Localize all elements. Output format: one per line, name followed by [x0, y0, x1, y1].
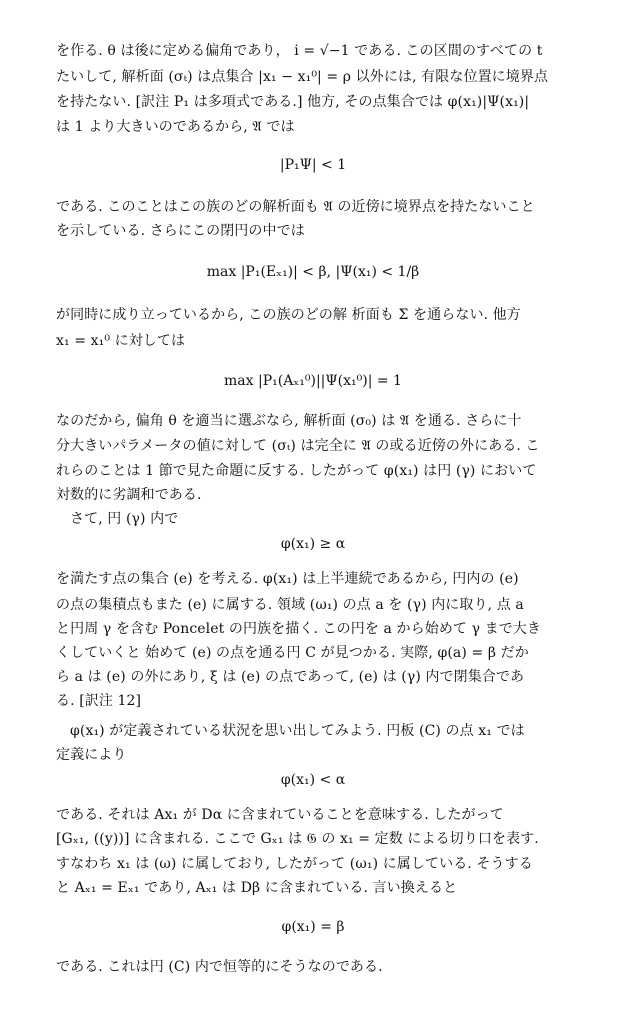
text-line: 対数的に劣調和である. — [56, 487, 202, 503]
text-line: を持たない. [訳注 P₁ は多項式である.] 他方, その点集合では φ(x₁)|Ψ(x₁)| — [56, 94, 530, 110]
text-line: である. それは Ax₁ が Dα に含まれていることを意味する. したがって — [56, 807, 504, 823]
display-equation: max |P₁(Eₓ₁)| < β, |Ψ(x₁) < 1/β — [206, 264, 420, 280]
text-line: の点の集積点もまた (e) に属する. 領域 (ω₁) の点 a を (γ) 内に取り, 点 a — [56, 597, 524, 613]
display-equation: |P₁Ψ| < 1 — [279, 157, 347, 173]
text-line: である. このことはこの族のどの解析面も 𝔄 の近傍に境界点を持たないこと — [56, 199, 535, 215]
text-line: さて, 円 (γ) 内で — [70, 511, 179, 527]
text-line: φ(x₁) が定義されている状況を思い出してみよう. 円板 (C) の点 x₁ では — [70, 723, 525, 739]
display-equation: φ(x₁) < α — [280, 772, 346, 788]
text-line: を作る. θ は後に定める偏角であり， i = √−1 である. この区間のすべての t — [56, 43, 543, 59]
text-line: と Aₓ₁ = Eₓ₁ であり, Aₓ₁ は Dβ に含まれている. 言い換えると — [56, 880, 458, 896]
text-line: すなわち x₁ は (ω) に属しており, したがって (ω₁) に属している. そうする — [56, 856, 533, 872]
text-line: なのだから, 偏角 θ を適当に選ぶなら, 解析面 (σ₀) は 𝔄 を通る. さらに十 — [56, 413, 522, 429]
text-line: くしていくと 始めて (e) の点を通る円 C が見つかる. 実際, φ(a) = β だか — [56, 645, 529, 661]
text-line: を示している. さらにこの閉円の中では — [56, 223, 305, 239]
display-equation: φ(x₁) = β — [281, 919, 345, 935]
text-line: x₁ = x₁⁰ に対しては — [56, 333, 186, 349]
text-line: を満たす点の集合 (e) を考える. φ(x₁) は上半連続であるから, 円内の (e) — [56, 571, 519, 587]
text-line: 定義により — [56, 747, 127, 763]
text-line: れらのことは 1 節で見た命題に反する. したがって φ(x₁) は円 (γ) において — [56, 463, 537, 479]
display-equation: max |P₁(Aₓ₁⁰)||Ψ(x₁⁰)| = 1 — [224, 373, 402, 389]
text-line: [Gₓ₁, ((y))] に含まれる. ここで Gₓ₁ は 𝔊 の x₁ = 定数 による切り口を表す. — [56, 831, 539, 847]
display-equation: φ(x₁) ≥ α — [280, 536, 346, 552]
text-line: 分大きいパラメータの値に対して (σₜ) は完全に 𝔄 の或る近傍の外にある. こ — [56, 438, 540, 454]
text-line: が同時に成り立っているから, この族のどの解 析面も Σ を通らない. 他方 — [56, 307, 521, 323]
text-line: は 1 より大きいのであるから, 𝔄 では — [56, 119, 295, 135]
text-line: と円周 γ を含む Poncelet の円族を描く. この円を a から始めて γ まで大き — [56, 621, 541, 637]
text-line: である. これは円 (C) 内で恒等的にそうなのである. — [56, 959, 383, 975]
text-line: たいして, 解析面 (σₜ) は点集合 |x₁ − x₁⁰| = ρ 以外には, 有限な位置に境界点 — [56, 69, 549, 85]
text-line: る. [訳注 12] — [56, 693, 142, 709]
text-line: ら a は (e) の外にあり, ξ は (e) の点であって, (e) は (γ) 内で閉集合であ — [56, 669, 525, 685]
